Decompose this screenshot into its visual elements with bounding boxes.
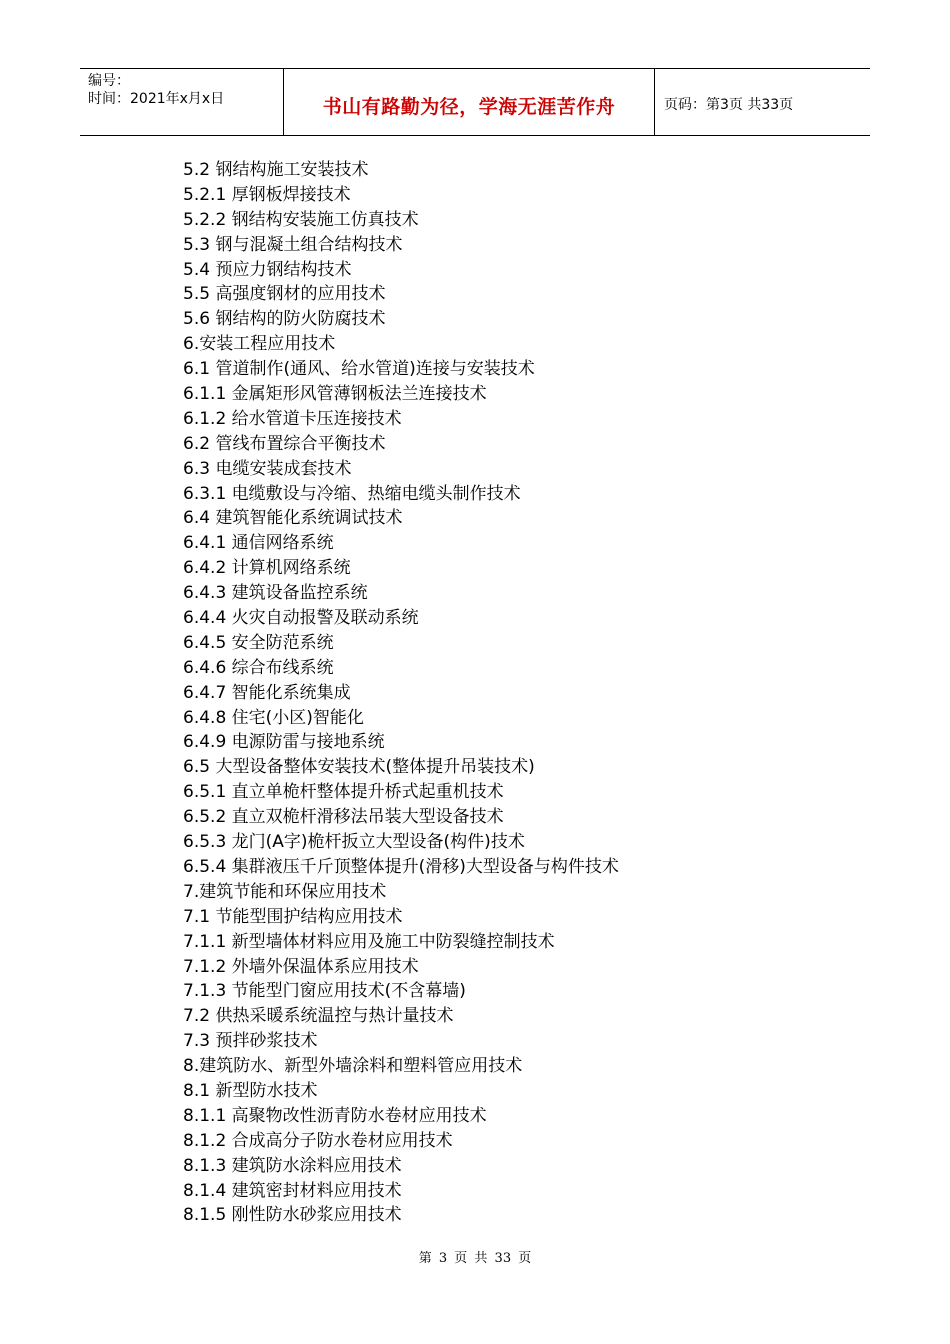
toc-item: 6.4.4 火灾自动报警及联动系统 — [183, 608, 419, 629]
toc-item: 6.5 大型设备整体安装技术(整体提升吊装技术) — [183, 757, 535, 778]
table-of-contents — [183, 158, 843, 1228]
toc-item: 6.4.7 智能化系统集成 — [183, 682, 351, 703]
toc-item: 6.4.3 建筑设备监控系统 — [183, 583, 368, 604]
toc-item: 8.1.2 合成高分子防水卷材应用技术 — [183, 1130, 453, 1151]
page-footer: 第 3 页 共 33 页 — [418, 1251, 532, 1266]
toc-item: 6.4.6 综合布线系统 — [183, 657, 334, 678]
toc-item: 7.1.1 新型墙体材料应用及施工中防裂缝控制技术 — [183, 931, 555, 952]
header-motto: 书山有路勤为径，学海无涯苦作舟 — [322, 96, 616, 118]
toc-item: 7.3 预拌砂浆技术 — [183, 1031, 318, 1052]
toc-item: 8.建筑防水、新型外墙涂料和塑料管应用技术 — [183, 1056, 523, 1077]
toc-item: 6.5.3 龙门(A字)桅杆扳立大型设备(构件)技术 — [183, 832, 525, 853]
toc-item: 6.1.2 给水管道卡压连接技术 — [183, 408, 402, 429]
toc-item: 6.1 管道制作(通风、给水管道)连接与安装技术 — [183, 359, 535, 380]
page-header — [80, 68, 870, 136]
toc-item: 7.建筑节能和环保应用技术 — [183, 881, 387, 902]
header-page-info: 页码：第3页 共33页 — [664, 97, 794, 113]
toc-item: 6.2 管线布置综合平衡技术 — [183, 433, 386, 454]
toc-item: 6.4.1 通信网络系统 — [183, 533, 334, 554]
toc-item: 5.2 钢结构施工安装技术 — [183, 160, 369, 180]
toc-item: 8.1.3 建筑防水涂料应用技术 — [183, 1155, 402, 1176]
toc-item: 7.1.3 节能型门窗应用技术(不含幕墙) — [183, 981, 466, 1002]
toc-item: 5.5 高强度钢材的应用技术 — [183, 284, 386, 305]
toc-item: 7.1 节能型围护结构应用技术 — [183, 906, 403, 927]
toc-item: 5.2.2 钢结构安装施工仿真技术 — [183, 209, 419, 230]
toc-item: 7.2 供热采暖系统温控与热计量技术 — [183, 1006, 454, 1027]
header-divider-right — [654, 69, 655, 135]
toc-item: 8.1.5 刚性防水砂浆应用技术 — [183, 1205, 402, 1226]
header-meta — [88, 72, 288, 108]
toc-item: 6.5.4 集群液压千斤顶整体提升(滑移)大型设备与构件技术 — [183, 856, 619, 877]
toc-item: 6.4.8 住宅(小区)智能化 — [183, 707, 364, 728]
toc-item: 8.1 新型防水技术 — [183, 1080, 318, 1101]
toc-item: 8.1.1 高聚物改性沥青防水卷材应用技术 — [183, 1105, 487, 1126]
toc-item: 8.1.4 建筑密封材料应用技术 — [183, 1180, 402, 1201]
toc-item: 6.1.1 金属矩形风管薄钢板法兰连接技术 — [183, 384, 487, 405]
toc-item: 5.3 钢与混凝土组合结构技术 — [183, 234, 403, 255]
toc-item: 6.安装工程应用技术 — [183, 334, 336, 355]
toc-item: 5.4 预应力钢结构技术 — [183, 259, 352, 280]
document-date: 时间：2021年x月x日 — [88, 91, 225, 107]
document-number-label: 编号： — [88, 73, 130, 89]
toc-item: 6.5.1 直立单桅杆整体提升桥式起重机技术 — [183, 782, 504, 803]
toc-item: 7.1.2 外墙外保温体系应用技术 — [183, 956, 419, 977]
toc-item: 6.4 建筑智能化系统调试技术 — [183, 508, 403, 529]
toc-item: 6.3 电缆安装成套技术 — [183, 458, 352, 479]
toc-item: 5.2.1 厚钢板焊接技术 — [183, 184, 351, 205]
toc-item: 6.3.1 电缆敷设与冷缩、热缩电缆头制作技术 — [183, 483, 521, 504]
toc-item: 5.6 钢结构的防火防腐技术 — [183, 309, 386, 330]
toc-item: 6.4.9 电源防雷与接地系统 — [183, 732, 385, 753]
toc-item: 6.4.2 计算机网络系统 — [183, 558, 351, 579]
toc-item: 6.5.2 直立双桅杆滑移法吊装大型设备技术 — [183, 807, 504, 828]
toc-item: 6.4.5 安全防范系统 — [183, 632, 334, 653]
